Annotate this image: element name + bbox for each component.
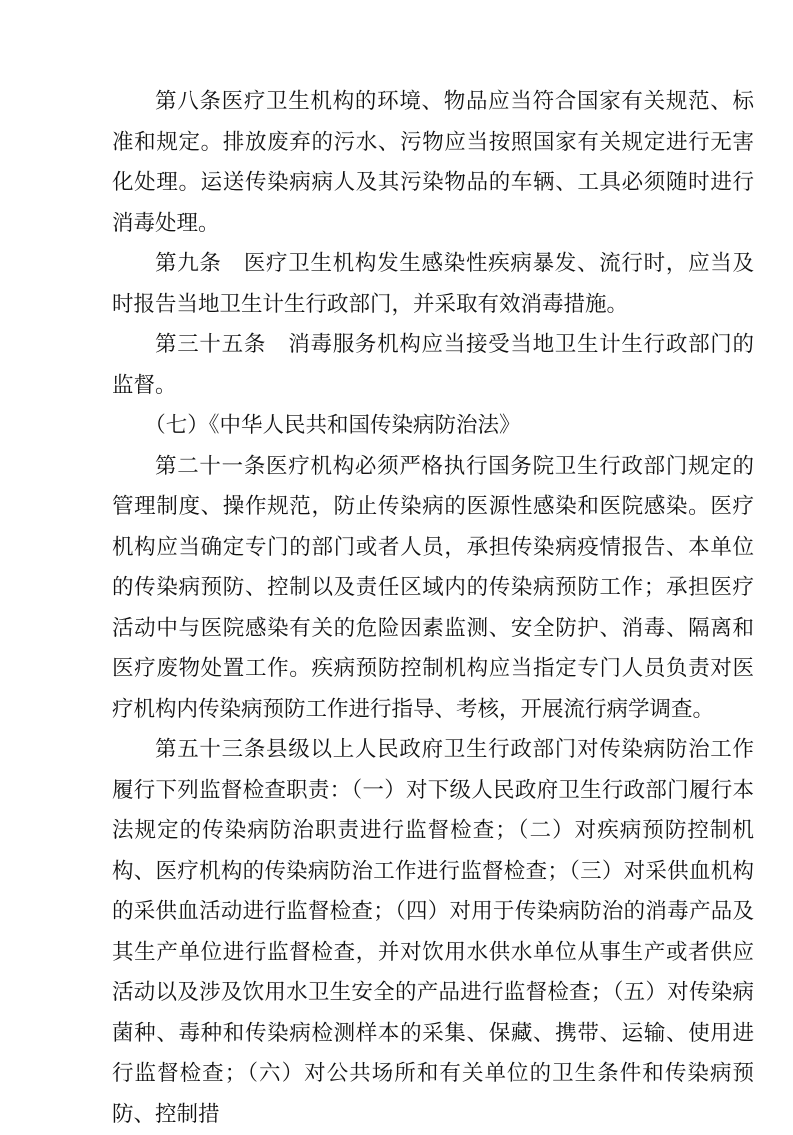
article-9-paragraph: 第九条 医疗卫生机构发生感染性疾病暴发、流行时，应当及时报告当地卫生计生行政部门，并采取有效消毒措施。: [112, 251, 754, 317]
section-heading-7: （七）《中华人民共和国传染病防治法》: [144, 413, 521, 438]
document-body: [112, 82, 754, 1135]
article-35-paragraph: 第三十五条 消毒服务机构应当接受当地卫生计生行政部门的监督。: [112, 332, 754, 398]
article-8-paragraph: 第八条医疗卫生机构的环境、物品应当符合国家有关规范、标准和规定。排放废弃的污水、污物应当按照国家有关规定进行无害化处理。运送传染病病人及其污染物品的车辆、工具必须随时进行消毒处理。: [112, 89, 754, 236]
article-53-paragraph: 第五十三条县级以上人民政府卫生行政部门对传染病防治工作履行下列监督检查职责：（一）对下级人民政府卫生行政部门履行本法规定的传染病防治职责进行监督检查；（二）对疾病预防控制机构、医疗机构的传染病防治工作进行监督检查；（三）对采供血机构的采供血活动进行监督检查；（四）对用于传染病防治的消毒产品及其生产单位进行监督检查，并对饮用水供水单位从事生产或者供应活动以及涉及饮用水卫生安全的产品进行监督检查；（五）对传染病菌种、毒种和传染病检测样本的采集、保藏、携带、运输、使用进行监督检查；（六）对公共场所和有关单位的卫生条件和传染病预防、控制措: [112, 737, 754, 1127]
article-21-paragraph: 第二十一条医疗机构必须严格执行国务院卫生行政部门规定的管理制度、操作规范，防止传染病的医源性感染和医院感染。医疗机构应当确定专门的部门或者人员，承担传染病疫情报告、本单位的传染病预防、控制以及责任区域内的传染病预防工作；承担医疗活动中与医院感染有关的危险因素监测、安全防护、消毒、隔离和医疗废物处置工作。疾病预防控制机构应当指定专门人员负责对医疗机构内传染病预防工作进行指导、考核，开展流行病学调查。: [112, 453, 754, 722]
